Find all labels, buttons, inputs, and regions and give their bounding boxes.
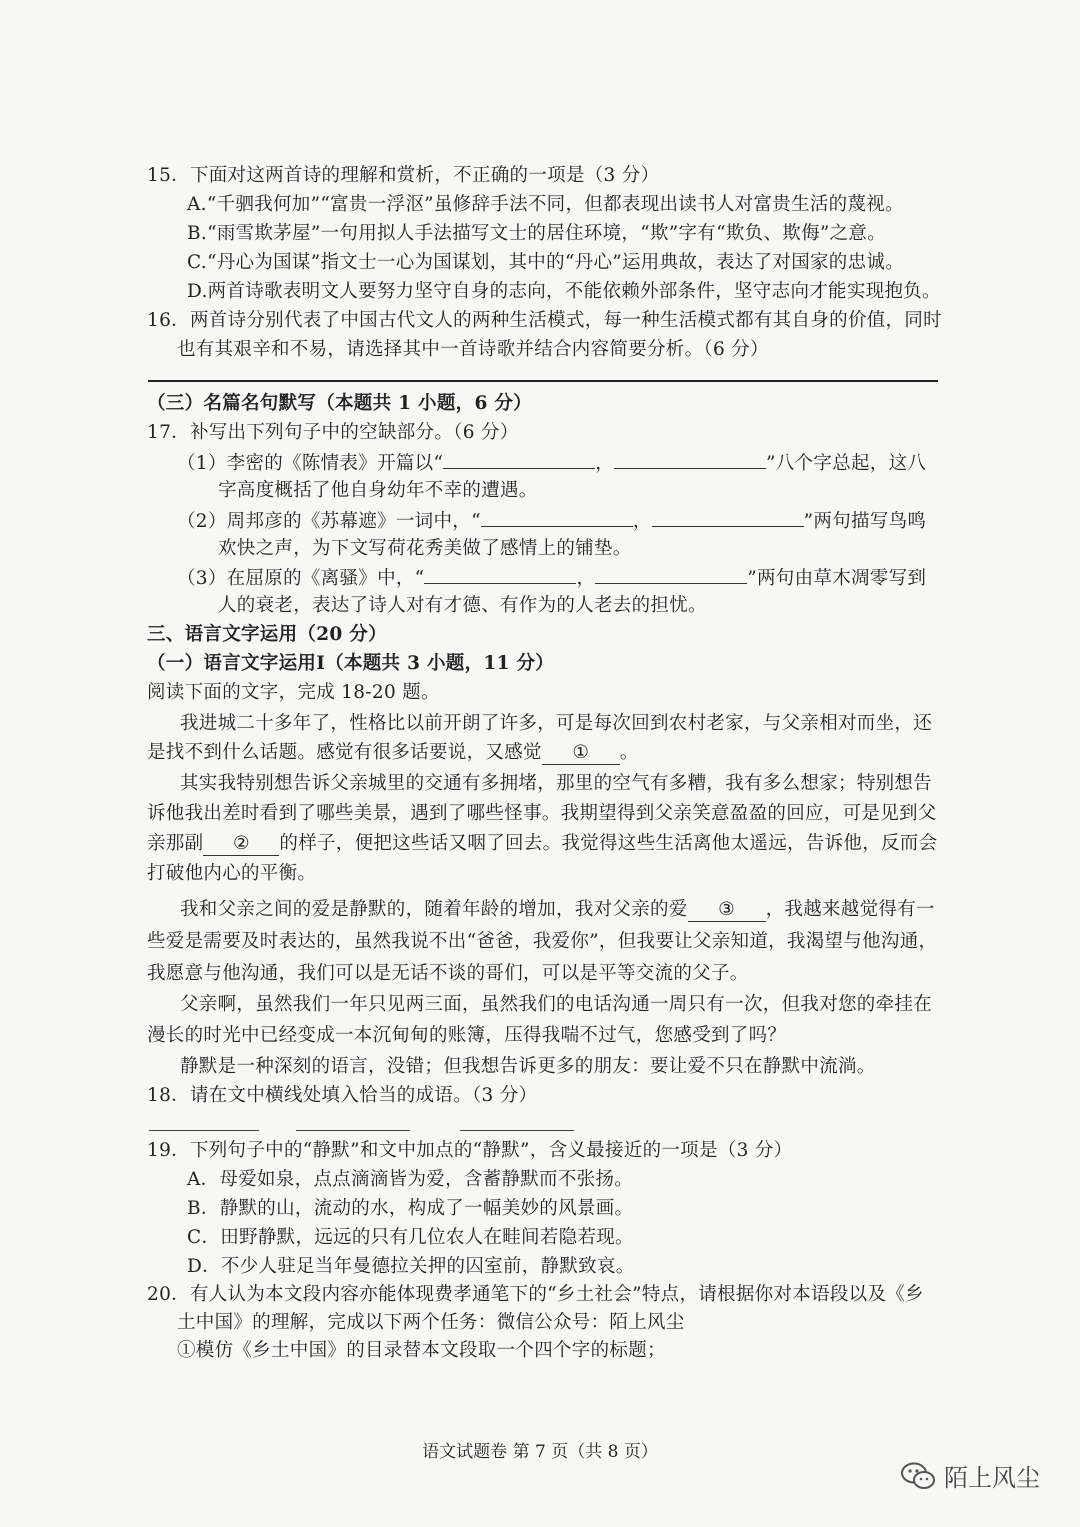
- passage-p1-line2-pre: 是找不到什么话题。感觉有很多话要说，又感觉: [147, 742, 542, 763]
- q19-option-d: D．不少人驻足当年曼德拉关押的囚室前，静默致哀。: [187, 1256, 635, 1277]
- q16-line2: 也有其艰辛和不易，请选择其中一首诗歌并结合内容简要分析。（6 分）: [177, 339, 769, 360]
- subpart-heading: （一）语言文字运用Ⅰ（本题共 3 小题，11 分）: [147, 653, 555, 674]
- q17-item1-mid: ，: [595, 453, 615, 474]
- blank-3[interactable]: [688, 899, 766, 922]
- q19-stem: 19．下列句子中的“静默”和文中加点的“静默”，含义最接近的一项是（3 分）: [147, 1140, 793, 1161]
- blank-3-marker: ③: [718, 899, 736, 920]
- fill-blank[interactable]: [595, 563, 747, 584]
- blank-2[interactable]: [203, 833, 279, 856]
- q17-item2-pre: （2）周邦彦的《苏幕遮》一词中，“: [177, 511, 481, 532]
- passage-p4-line2: 漫长的时光中已经变成一本沉甸甸的账簿，压得我喘不过气，您感受到了吗？: [147, 1025, 787, 1046]
- passage-p3-line1-post: ，我越来越觉得有一: [765, 899, 935, 920]
- q17-item2: [177, 506, 926, 536]
- passage-p2-line2: 诉他我出差时看到了哪些美景，遇到了哪些怪事。我期望得到父亲笑意盈盈的回应，可是见到父: [147, 803, 937, 824]
- q17-item3-pre: （3）在屈原的《离骚》中，“: [177, 568, 425, 589]
- passage-p3-line1: [180, 896, 935, 924]
- q16-line1: 16．两首诗分别代表了中国古代文人的两种生活模式，每一种生活模式都有其自身的价值，同时: [147, 310, 942, 331]
- fill-blank[interactable]: [443, 448, 595, 469]
- fill-blank[interactable]: [614, 448, 766, 469]
- wechat-watermark: [900, 1458, 1040, 1493]
- q18-stem: 18．请在文中横线处填入恰当的成语。（3 分）: [147, 1085, 538, 1106]
- q17-stem: 17．补写出下列句子中的空缺部分。（6 分）: [147, 422, 519, 443]
- passage-p3-line1-pre: 我和父亲之间的爱是静默的，随着年龄的增加，我对父亲的爱: [180, 899, 688, 920]
- passage-p4-line1: 父亲啊，虽然我们一年只见两三面，虽然我们的电话沟通一周只有一次，但我对您的牵挂在: [180, 994, 933, 1015]
- fill-blank[interactable]: [424, 563, 576, 584]
- q17-item1-line2: 字高度概括了他自身幼年不幸的遭遇。: [218, 480, 538, 501]
- answer-line-1[interactable]: [149, 1130, 259, 1131]
- q17-item3-mid: ，: [576, 568, 596, 589]
- passage-p1-line2: [147, 739, 639, 767]
- answer-line-2[interactable]: [296, 1130, 410, 1131]
- passage-p2-line1: 其实我特别想告诉父亲城里的交通有多拥堵，那里的空气有多糟，我有多么想家；特别想告: [180, 773, 933, 794]
- passage-p3-line3: 我愿意与他沟通，我们可以是无话不谈的哥们，可以是平等交流的父子。: [147, 963, 749, 984]
- reading-intro: 阅读下面的文字，完成 18-20 题。: [147, 682, 440, 703]
- passage-p1-line2-post: 。: [619, 742, 639, 763]
- q20-line2: 土中国》的理解，完成以下两个任务：微信公众号：陌上风尘: [177, 1312, 685, 1333]
- q19-option-a: A．母爱如泉，点点滴滴皆为爱，含蓄静默而不张扬。: [187, 1169, 634, 1190]
- blank-2-marker: ②: [232, 833, 250, 854]
- page-footer: 语文试题卷 第 7 页（共 8 页）: [422, 1442, 658, 1462]
- passage-p2-line3: [147, 830, 937, 858]
- q17-item1-post: ”八个字总起，这八: [766, 453, 927, 474]
- passage-p1-line1: 我进城二十多年了，性格比以前开朗了许多，可是每次回到农村老家，与父亲相对而坐，还: [180, 713, 933, 734]
- passage-p2-line3-post: 的样子，便把这些话又咽了回去。我觉得这些生活离他太遥远，告诉他，反而会: [279, 833, 938, 854]
- passage-p2-line4: 打破他内心的平衡。: [147, 863, 317, 884]
- section-heading: （三）名篇名句默写（本题共 1 小题，6 分）: [147, 393, 532, 414]
- q17-item3-post: ”两句由草木凋零写到: [747, 568, 927, 589]
- q17-item1: [177, 448, 926, 478]
- fill-blank[interactable]: [481, 506, 633, 527]
- q15-option-d: D.两首诗歌表明文人要努力坚守自身的志向，不能依赖外部条件，坚守志向才能实现抱负。: [187, 281, 941, 302]
- q17-item2-post: ”两句描写鸟鸣: [803, 511, 927, 532]
- blank-1-marker: ①: [572, 742, 590, 763]
- part-heading: 三、语言文字运用（20 分）: [147, 624, 387, 645]
- q20-line1: 20．有人认为本文段内容亦能体现费孝通笔下的“乡土社会”特点，请根据你对本语段以及《乡: [147, 1284, 924, 1305]
- fill-blank[interactable]: [652, 506, 804, 527]
- answer-line-3[interactable]: [460, 1130, 574, 1131]
- watermark-text: 陌上风尘: [944, 1464, 1040, 1492]
- blank-1[interactable]: [542, 742, 620, 765]
- section-divider: [148, 380, 938, 382]
- q15-option-a: A.“千驷我何加”“富贵一浮沤”虽修辞手法不同，但都表现出读书人对富贵生活的蔑视。: [187, 194, 904, 215]
- q15-option-c: C.“丹心为国谋”指文士一心为国谋划，其中的“丹心”运用典故，表达了对国家的忠诚。: [187, 252, 905, 273]
- passage-p5: 静默是一种深刻的语言，没错；但我想告诉更多的朋友：要让爱不只在静默中流淌。: [180, 1056, 876, 1077]
- q19-option-b: B．静默的山，流动的水，构成了一幅美妙的风景画。: [187, 1198, 634, 1219]
- q19-option-c: C．田野静默，远远的只有几位农人在畦间若隐若现。: [187, 1227, 634, 1248]
- q15-stem: 15．下面对这两首诗的理解和赏析，不正确的一项是（3 分）: [147, 165, 660, 186]
- q17-item1-pre: （1）李密的《陈情表》开篇以“: [177, 453, 444, 474]
- q20-line3: ①模仿《乡土中国》的目录替本文段取一个四个字的标题；: [177, 1340, 666, 1361]
- q15-option-b: B.“雨雪欺茅屋”一句用拟人手法描写文士的居住环境，“欺”字有“欺负、欺侮”之意。: [187, 223, 887, 244]
- q17-item2-line2: 欢快之声，为下文写荷花秀美做了感情上的铺垫。: [218, 538, 632, 559]
- passage-p3-line2: 些爱是需要及时表达的，虽然我说不出“爸爸，我爱你”，但我要让父亲知道，我渴望与他沟通，: [147, 931, 938, 952]
- passage-p2-line3-pre: 亲那副: [147, 833, 204, 854]
- wechat-icon: [900, 1461, 936, 1491]
- q17-item3-line2: 人的衰老，表达了诗人对有才德、有作为的人老去的担忧。: [218, 595, 707, 616]
- q17-item3: [177, 563, 926, 593]
- q17-item2-mid: ，: [632, 511, 652, 532]
